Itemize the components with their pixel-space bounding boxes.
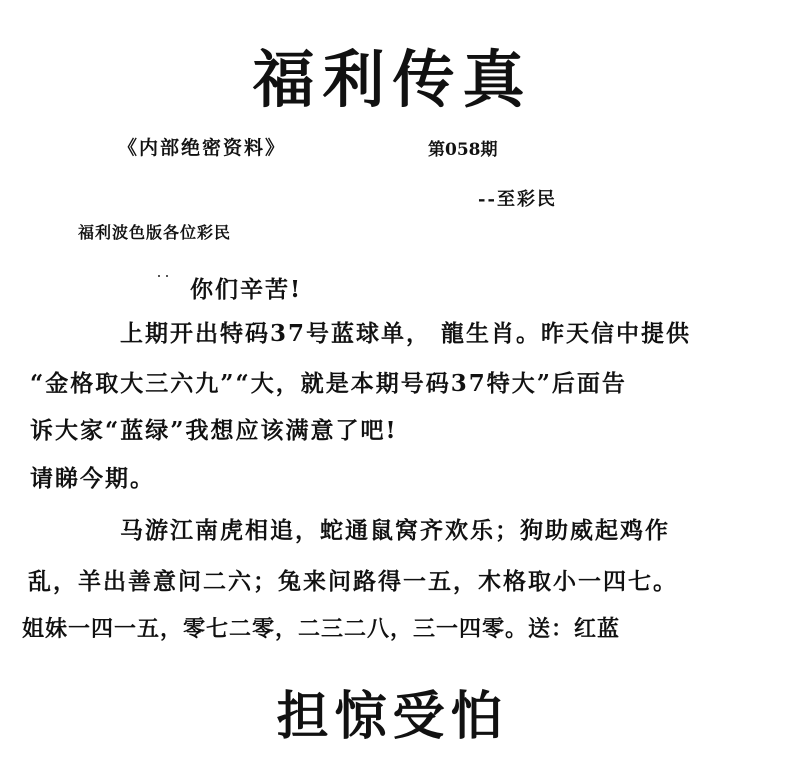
page-title: 福利传真 bbox=[252, 43, 533, 116]
issue-number: 第058期 bbox=[428, 140, 498, 160]
body-line-5: 请睇今期。 bbox=[30, 465, 155, 492]
body-line-4: 诉大家“蓝绿”我想应该满意了吧! bbox=[30, 417, 398, 444]
body-line-6: 马游江南虎相追，蛇通鼠窝齐欢乐；狗助威起鸡作 bbox=[120, 517, 670, 544]
speck-mark bbox=[158, 275, 160, 277]
footer-title: 担惊受怕 bbox=[276, 686, 509, 747]
signer-line: --至彩民 bbox=[478, 189, 557, 210]
body-line-1: 你们辛苦! bbox=[190, 276, 303, 303]
body-line-3: “金格取大三六九”“大，就是本期号码37特大”后面告 bbox=[30, 370, 627, 397]
body-line-7: 乱，羊出善意问二六；兔来问路得一五，木格取小一四七。 bbox=[28, 568, 678, 595]
document-subtitle: 《内部绝密资料》 bbox=[118, 137, 287, 159]
greeting-line: 福利波色版各位彩民 bbox=[78, 223, 232, 242]
body-line-8: 姐妹一四一五，零七二零，二三二八，三一四零。送：红蓝 bbox=[22, 616, 621, 642]
speck-mark bbox=[166, 275, 168, 277]
body-line-2: 上期开出特码37号蓝球单， 龍生肖。昨天信中提供 bbox=[120, 320, 692, 347]
